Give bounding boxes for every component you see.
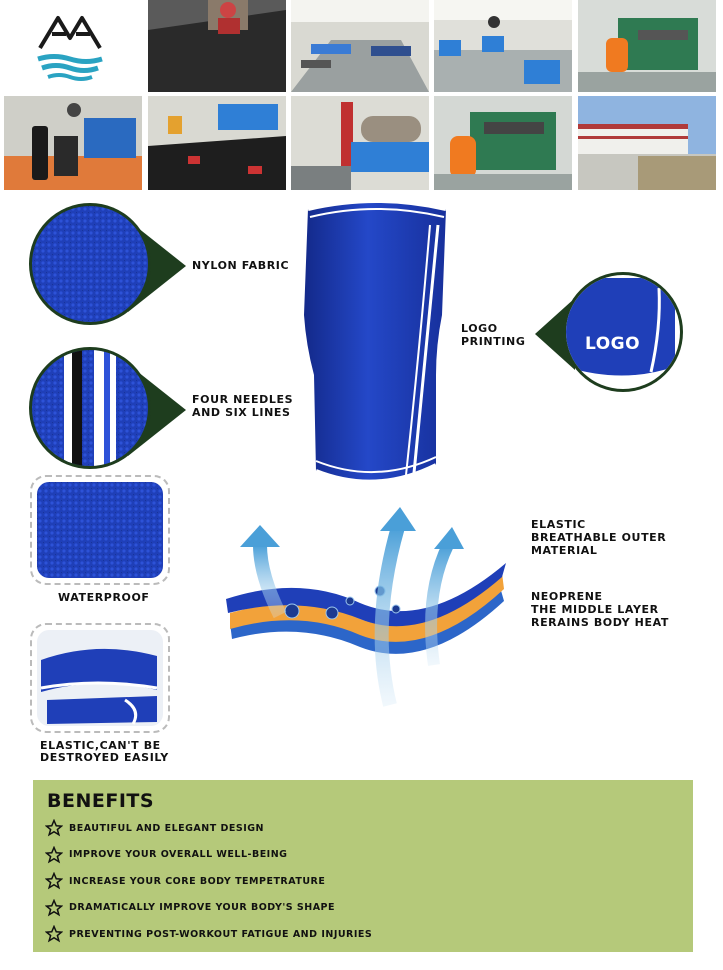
elastic-stretch-image	[37, 630, 163, 726]
benefit-item	[45, 868, 681, 895]
fabric-layers-diagram	[220, 505, 520, 720]
waterproof-fabric-swatch	[37, 482, 163, 578]
logo-printing-closeup	[535, 268, 685, 398]
benefit-item	[45, 842, 681, 869]
factory-photo-sewing-tables	[148, 96, 286, 190]
star-icon	[45, 872, 63, 890]
factory-photo-sewing-line	[434, 0, 572, 92]
factory-photo-workshop-aisle	[291, 0, 429, 92]
logo-printing-label: LOGO PRINTING	[461, 322, 526, 348]
factory-photo-building	[578, 96, 716, 190]
benefit-text: BEAUTIFUL AND ELEGANT DESIGN	[69, 822, 265, 834]
star-icon	[45, 819, 63, 837]
benefit-text: IMPROVE YOUR OVERALL WELL-BEING	[69, 849, 288, 861]
factory-photo-machine-orange	[578, 0, 716, 92]
benefits-panel	[33, 780, 693, 952]
elastic-label: ELASTIC,CAN'T BE DESTROYED EASILY	[40, 739, 169, 764]
waterproof-label: WATERPROOF	[58, 591, 150, 604]
neoprene-label: NEOPRENE THE MIDDLE LAYER RERAINS BODY HEAT	[531, 590, 669, 629]
company-logo-icon	[30, 4, 110, 88]
benefit-text: INCREASE YOUR CORE BODY TEMPETRATURE	[69, 875, 326, 887]
logo-printing-text: LOGO	[585, 334, 641, 354]
star-icon	[45, 899, 63, 917]
star-icon	[45, 846, 63, 864]
star-icon	[45, 925, 63, 943]
benefit-text: PREVENTING POST-WORKOUT FATIGUE AND INJURIES	[69, 928, 373, 940]
outer-material-label: ELASTIC BREATHABLE OUTER MATERIAL	[531, 518, 667, 557]
benefit-item	[45, 815, 681, 842]
benefit-text: DRAMATICALLY IMPROVE YOUR BODY'S SHAPE	[69, 902, 336, 914]
waterproof-closeup	[30, 475, 170, 585]
factory-photo-cutting	[148, 0, 286, 92]
factory-photo-green-machine	[434, 96, 572, 190]
four-needles-label: FOUR NEEDLES AND SIX LINES	[192, 393, 294, 419]
benefit-item	[45, 921, 681, 948]
nylon-fabric-label: NYLON FABRIC	[192, 259, 290, 272]
benefit-item	[45, 895, 681, 922]
nylon-fabric-closeup	[28, 200, 188, 330]
benefits-title: BENEFITS	[47, 790, 155, 812]
factory-photo-rolls	[4, 96, 142, 190]
knee-sleeve-product	[296, 195, 456, 495]
factory-photo-laminating	[291, 96, 429, 190]
elastic-closeup	[30, 623, 170, 733]
four-needles-closeup	[28, 344, 188, 474]
